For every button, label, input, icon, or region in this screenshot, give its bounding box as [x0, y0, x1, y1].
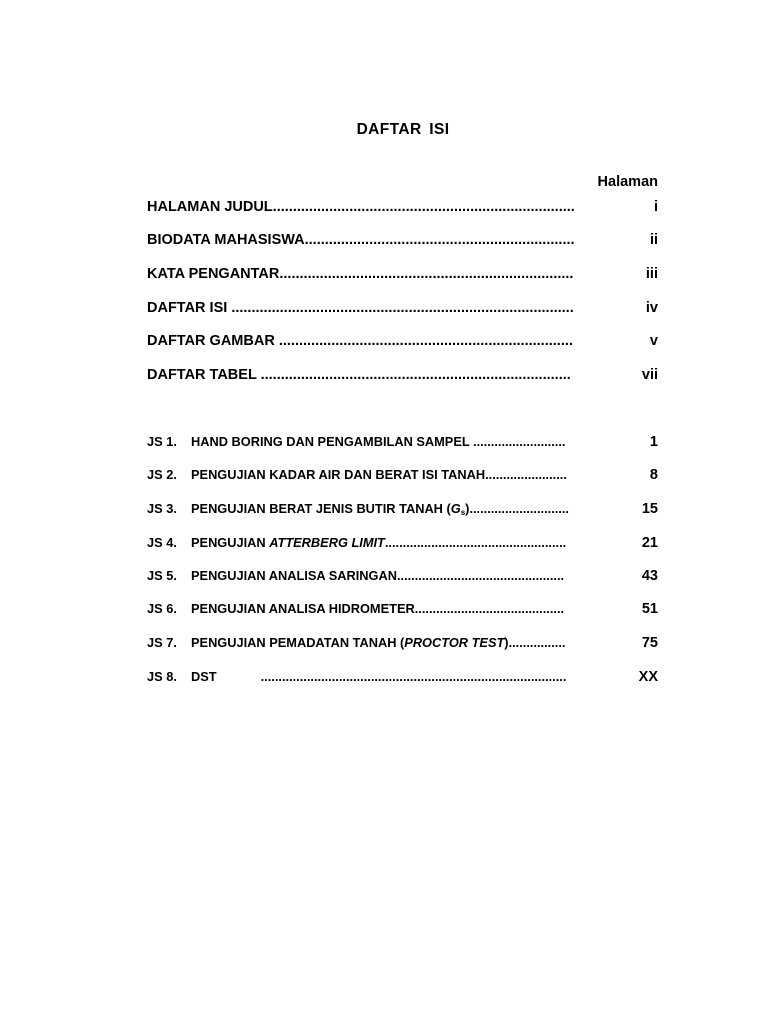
chapter-title: PENGUJIAN KADAR AIR DAN BERAT ISI TANAH: [191, 467, 486, 482]
chapter-code: JS 8.: [147, 669, 177, 684]
chapter-title-suffix: ): [465, 501, 470, 516]
toc-page-number: i: [653, 199, 658, 215]
toc-leader: ...................................................................: [304, 232, 575, 248]
toc-page-number: v: [649, 333, 658, 349]
toc-row-js-3[interactable]: [147, 501, 658, 521]
toc-row-js-5[interactable]: [147, 568, 658, 588]
toc-row-biodata-mahasiswa[interactable]: [147, 232, 658, 252]
toc-entry: [147, 535, 612, 550]
chapter-code: JS 3.: [147, 501, 177, 516]
toc-page-number: iv: [645, 300, 658, 316]
toc-row-kata-pengantar[interactable]: [147, 266, 658, 286]
toc-leader: ...........................................................................: [272, 199, 575, 215]
toc-leader: .............................................................................: [260, 367, 571, 383]
toc-leader: ..........................................: [414, 601, 565, 616]
toc-page-number: 21: [641, 535, 658, 551]
chapter-code: JS 4.: [147, 535, 177, 550]
toc-entry: [147, 635, 612, 650]
chapter-title-italic: ATTERBERG LIMIT: [269, 535, 385, 550]
toc-entry-label: DAFTAR ISI: [147, 300, 232, 316]
toc-entry-label: HALAMAN JUDUL: [147, 199, 273, 215]
chapter-code: JS 1.: [147, 434, 177, 449]
toc-entry: [147, 266, 612, 282]
toc-row-js-8[interactable]: [147, 669, 658, 689]
toc-entry: [147, 367, 612, 383]
toc-entry: [147, 300, 612, 316]
toc-leader: .....................................................................................: [231, 300, 574, 316]
toc-leader: ......................................................................................: [260, 669, 567, 684]
toc-page-number: iii: [645, 266, 658, 282]
chapter-title: PENGUJIAN BERAT JENIS BUTIR TANAH (: [191, 501, 451, 516]
toc-entry: [147, 501, 612, 517]
toc-entry: [147, 601, 612, 616]
toc-page-number: 75: [641, 635, 658, 651]
toc-entry: [147, 669, 612, 684]
toc-entry-label: KATA PENGANTAR: [147, 266, 280, 282]
toc-entry: [147, 467, 612, 482]
toc-entry: [147, 232, 612, 248]
chapter-title-italic: PROCTOR TEST: [404, 635, 505, 650]
toc-row-halaman-judul[interactable]: [147, 199, 658, 219]
toc-page-number: 1: [649, 434, 658, 450]
chapter-title: HAND BORING DAN PENGAMBILAN SAMPEL: [191, 434, 474, 449]
chapter-code: JS 6.: [147, 601, 177, 616]
chapter-code: JS 7.: [147, 635, 177, 650]
toc-leader: ...................................................: [384, 535, 567, 550]
toc-entry: [147, 199, 612, 215]
toc-row-js-2[interactable]: [147, 467, 658, 487]
chapter-title: PENGUJIAN ANALISA HIDROMETER: [191, 601, 415, 616]
chapter-title-suffix: ): [504, 635, 509, 650]
toc-page-number: vii: [641, 367, 658, 383]
toc-row-daftar-isi[interactable]: [147, 300, 658, 320]
chapter-code: JS 2.: [147, 467, 177, 482]
toc-row-js-1[interactable]: [147, 434, 658, 454]
toc-page-number: 43: [641, 568, 658, 584]
toc-entry-label: DAFTAR TABEL: [147, 367, 261, 383]
page-column-header: Halaman: [597, 174, 658, 190]
toc-page-number: ii: [649, 232, 658, 248]
toc-leader: .......................: [485, 467, 567, 482]
toc-entry-label: DAFTAR GAMBAR: [147, 333, 279, 349]
toc-leader: .........................................................................: [279, 266, 574, 282]
chapter-title: DST: [191, 669, 217, 684]
page-title: DAFTAR ISI: [356, 121, 450, 138]
chapter-title-subscript: s: [460, 508, 466, 517]
toc-page-number: 51: [641, 601, 658, 617]
toc-row-js-7[interactable]: [147, 635, 658, 655]
chapter-code: JS 5.: [147, 568, 177, 583]
toc-page-number: XX: [638, 669, 658, 685]
toc-row-js-6[interactable]: [147, 601, 658, 621]
chapter-title-italic: G: [450, 501, 461, 516]
toc-row-js-4[interactable]: [147, 535, 658, 555]
toc-leader: ............................: [469, 501, 569, 516]
toc-row-daftar-tabel[interactable]: [147, 367, 658, 387]
toc-entry-label: BIODATA MAHASISWA: [147, 232, 305, 248]
toc-page-number: 8: [649, 467, 658, 483]
toc-leader: .........................................................................: [278, 333, 573, 349]
chapter-title: PENGUJIAN ANALISA SARINGAN: [191, 568, 397, 583]
toc-row-daftar-gambar[interactable]: [147, 333, 658, 353]
chapter-title: PENGUJIAN PEMADATAN TANAH (: [191, 635, 405, 650]
toc-page-number: 15: [641, 501, 658, 517]
toc-entry: [147, 434, 612, 449]
toc-leader: ...............................................: [396, 568, 565, 583]
toc-leader: ................: [508, 635, 566, 650]
toc-entry: [147, 333, 612, 349]
toc-entry: [147, 568, 612, 583]
toc-leader: ..........................: [473, 434, 566, 449]
chapter-title: PENGUJIAN: [191, 535, 270, 550]
